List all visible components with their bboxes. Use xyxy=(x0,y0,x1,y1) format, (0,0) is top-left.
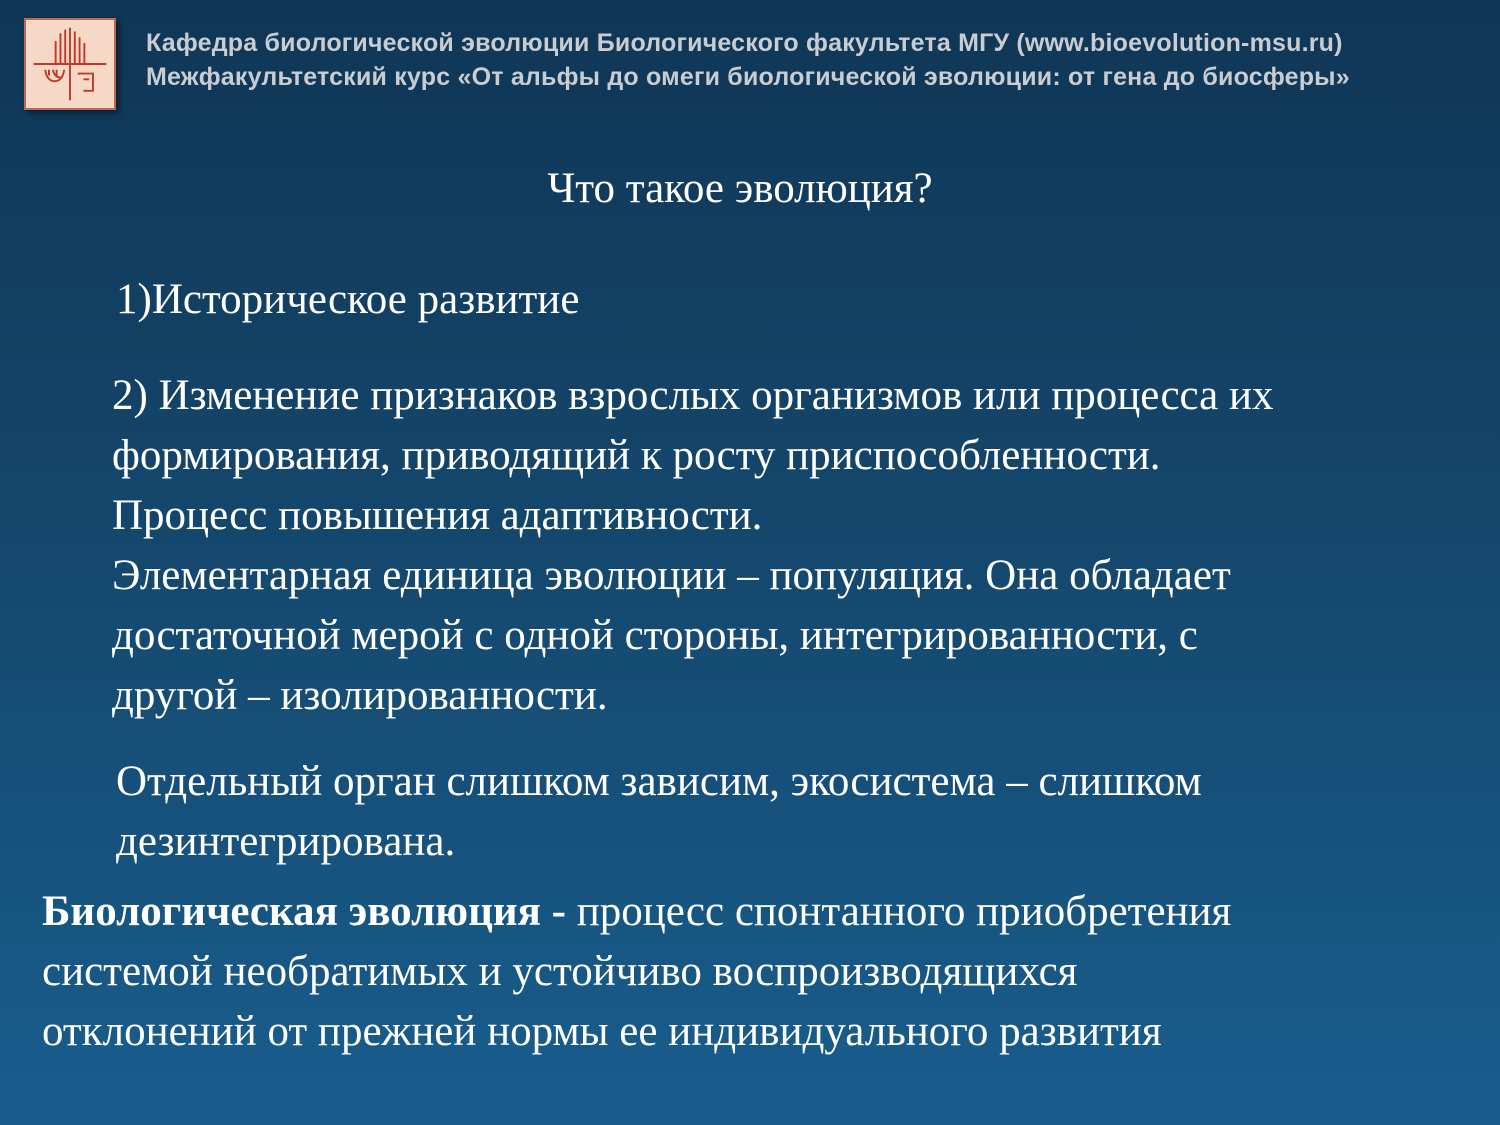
point3-line: дезинтегрирована. xyxy=(116,818,456,865)
point2-line: достаточной мерой с одной стороны, интегрированности, с xyxy=(112,612,1198,659)
definition-line: отклонений от прежней нормы ее индивидуального развития xyxy=(42,1008,1162,1055)
slide-title: Что такое эволюция? xyxy=(547,165,933,212)
definition-text: процесс спонтанного приобретения xyxy=(576,888,1232,935)
department-logo-icon xyxy=(24,18,116,110)
point-historical-development: 1)Историческое развитие xyxy=(116,276,580,323)
header-department-line: Кафедра биологической эволюции Биологического факультета МГУ (www.bioevolution-msu.ru) xyxy=(146,29,1343,57)
point-organ-ecosystem xyxy=(116,752,1202,872)
definition-term: Биологическая эволюция - xyxy=(42,888,577,935)
header-course-line: Межфакультетский курс «От альфы до омеги биологической эволюции: от гена до биосферы» xyxy=(146,63,1350,91)
point2-line: формирования, приводящий к росту приспособленности. xyxy=(112,432,1161,479)
point2-line: Процесс повышения адаптивности. xyxy=(112,492,763,539)
point3-line: Отдельный орган слишком зависим, экосистема – слишком xyxy=(116,758,1202,805)
point2-line: 2) Изменение признаков взрослых организмов или процесса их xyxy=(112,372,1274,419)
course-header xyxy=(146,26,1500,94)
point-adaptation xyxy=(112,366,1274,726)
biological-evolution-definition xyxy=(42,882,1231,1062)
definition-line: системой необратимых и устойчиво воспроизводящихся xyxy=(42,948,1078,995)
point2-line: другой – изолированности. xyxy=(112,672,608,719)
logo-graphic xyxy=(26,20,114,108)
point2-line: Элементарная единица эволюции – популяция. Она обладает xyxy=(112,552,1231,599)
definition-line xyxy=(42,882,1231,942)
